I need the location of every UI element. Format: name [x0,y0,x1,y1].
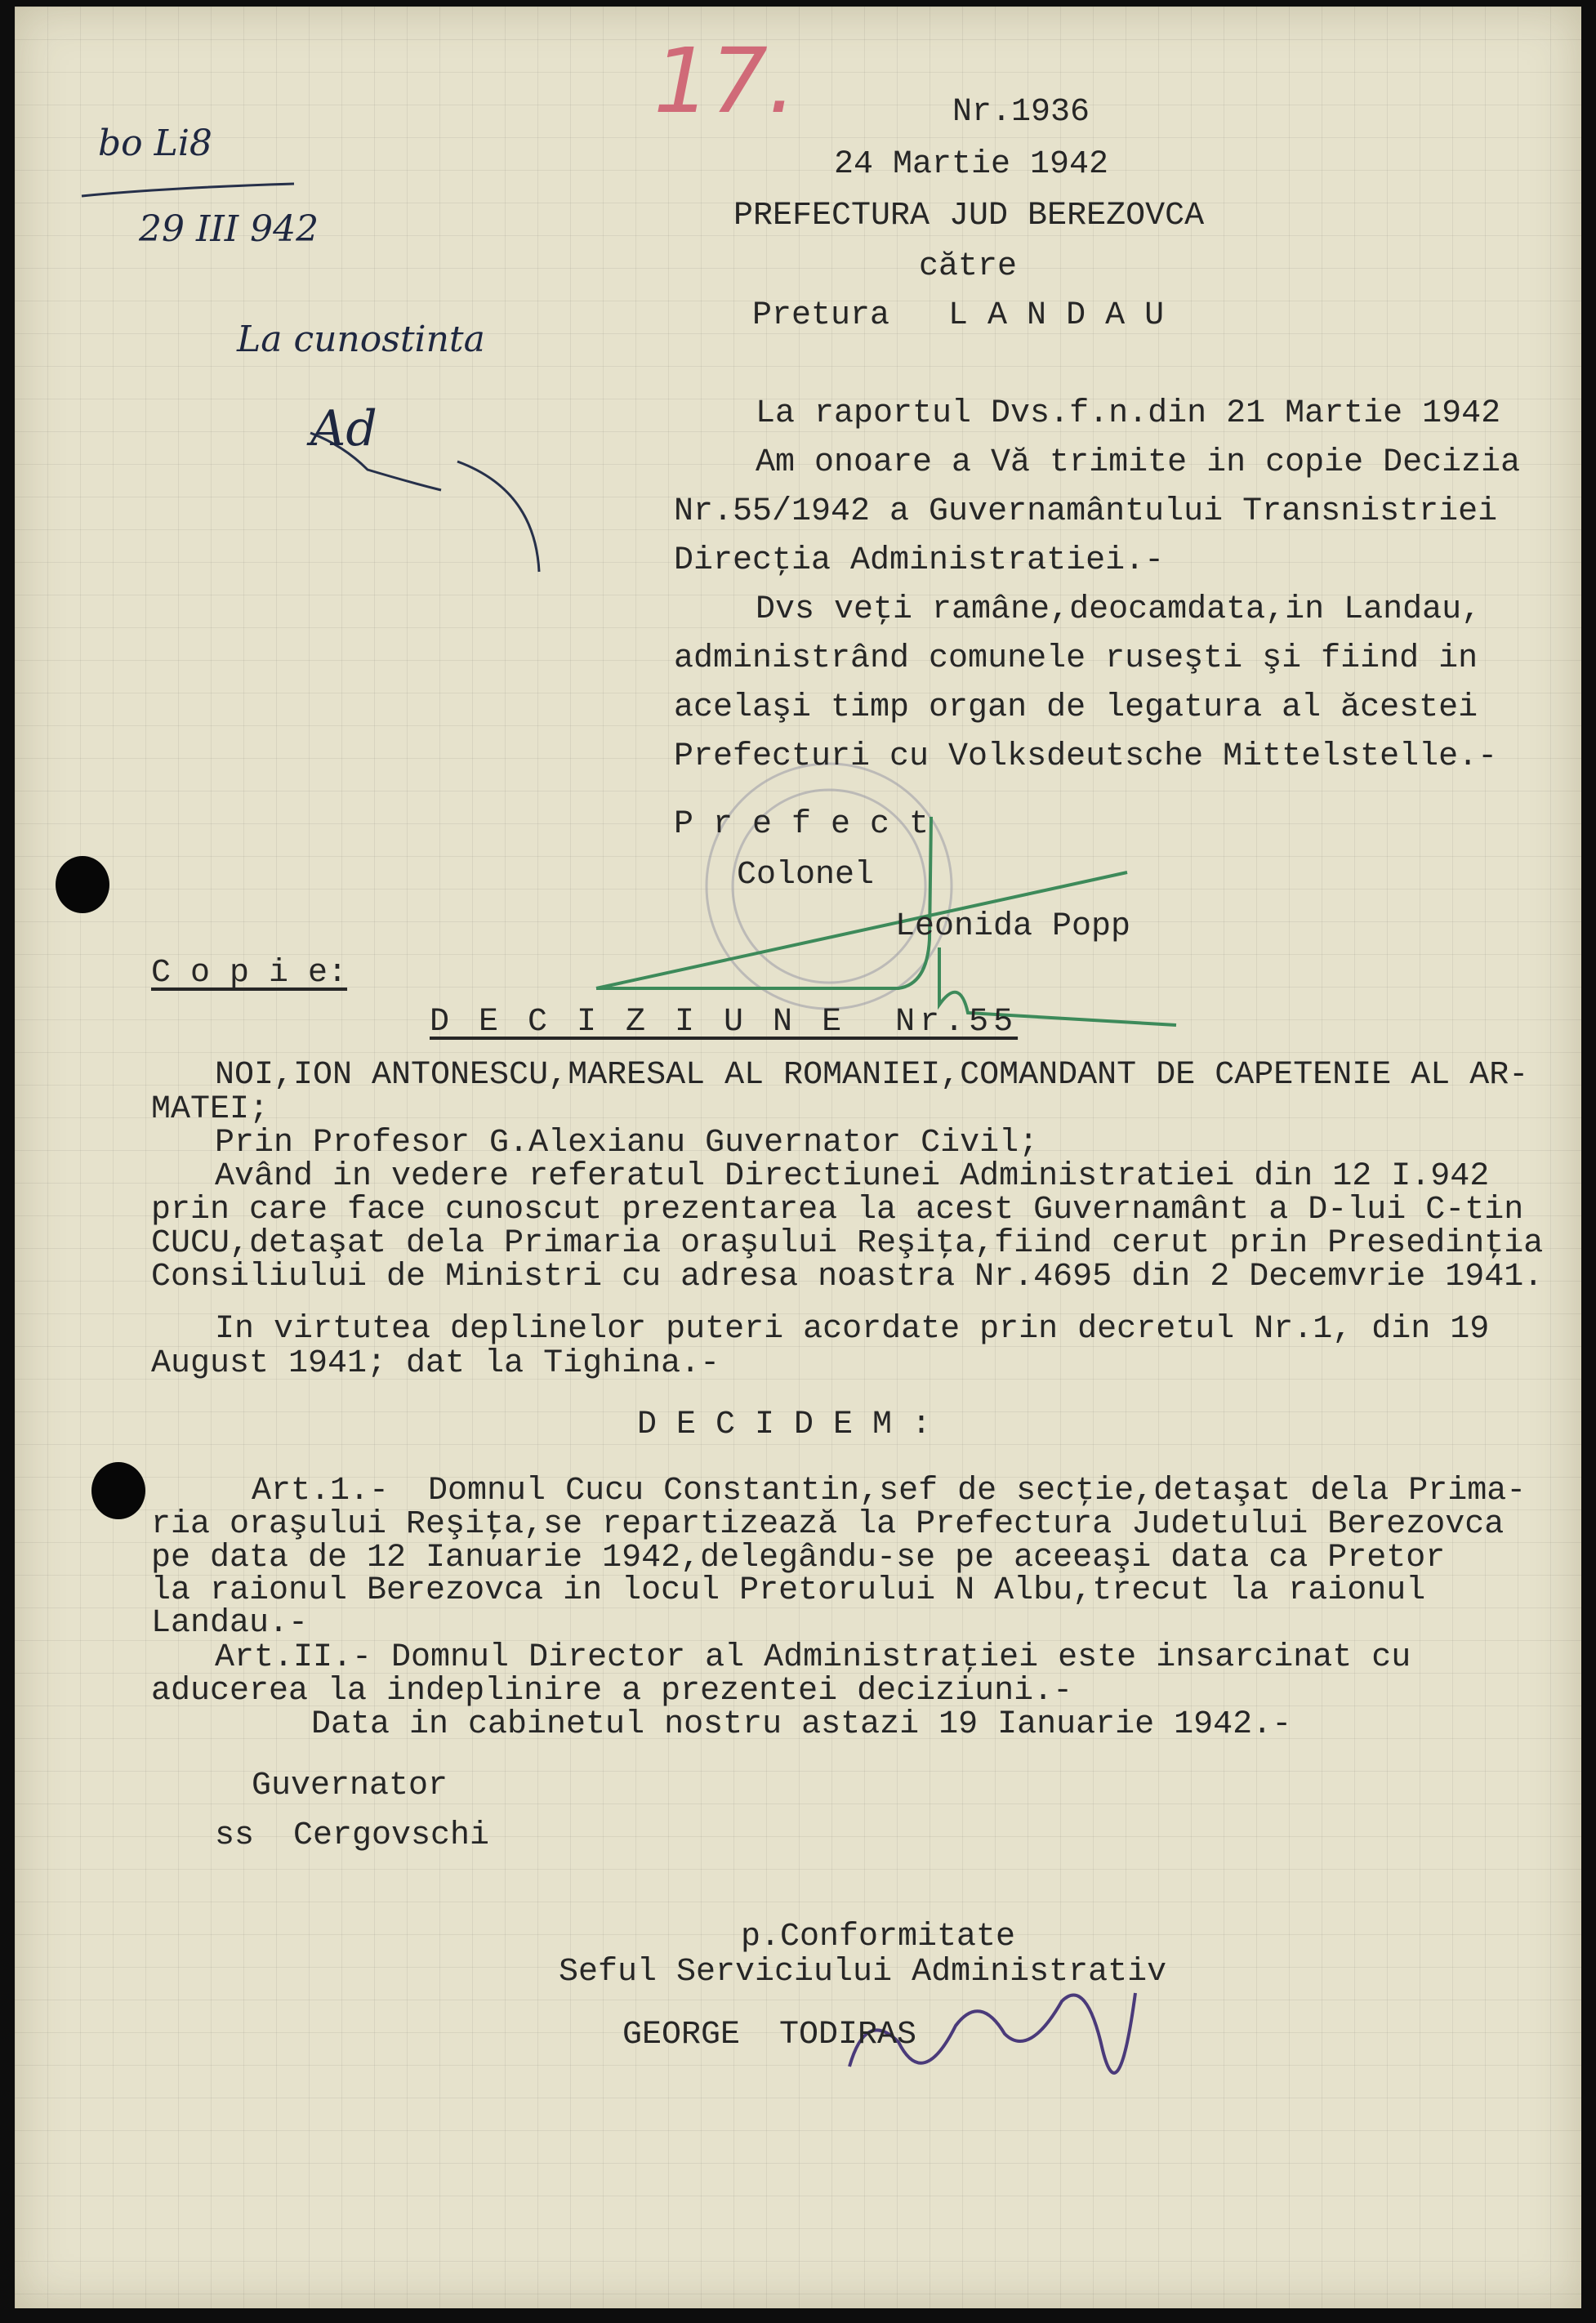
copy-label: C o p i e: [151,955,348,992]
article-line: Art.II.- Domnul Director al Administraţiei este insarcinat cu [215,1639,1411,1676]
decision-line: Consiliului de Ministri cu adresa noastra Nr.4695 din 2 Decemvrie 1941. [151,1259,1544,1295]
governor-signature: ss Cergovschi [215,1817,490,1854]
conformity-label: p.Conformitate [741,1919,1016,1955]
document-date: 24 Martie 1942 [834,146,1109,183]
conformity-name: GEORGE TODIRAS [622,2017,917,2053]
margin-initials: Ad [310,400,377,457]
decision-line: MATEI; [151,1091,270,1128]
issuer: PREFECTURA JUD BEREZOVCA [733,198,1205,234]
decision-title: D E C I Z I U N E Nr.55 [430,1004,1019,1041]
article-line: Data in cabinetul nostru astazi 19 Ianuarie 1942.- [311,1706,1292,1743]
article-line: Landau.- [151,1605,309,1642]
letter-line: administrând comunele ruseşti şi fiind in [674,640,1478,677]
decidem-heading: D E C I D E M : [637,1407,932,1443]
decision-line: prin care face cunoscut prezentarea la acest Guvernamânt a D-lui C-tin [151,1192,1524,1228]
article-line: pe data de 12 Ianuarie 1942,delegându-se pe aceeaşi data ca Pretor [151,1540,1446,1576]
margin-note: bo Li8 [98,123,212,164]
recipient: Pretura L A N D A U [752,297,1165,334]
letter-line: Prefecturi cu Volksdeutsche Mittelstelle.- [674,738,1498,775]
margin-note-acknowledged: La cunostinta [237,319,485,360]
document-number: Nr.1936 [952,94,1090,131]
decision-line: CUCU,detaşat dela Primaria oraşului Reşiţa,fiind cerut prin Presedinţia [151,1225,1544,1262]
conformity-role: Seful Serviciului Administrativ [559,1954,1167,1991]
decision-line: NOI,ION ANTONESCU,MARESAL AL ROMANIEI,COMANDANT DE CAPETENIE AL AR- [215,1057,1529,1094]
to-word: către [919,248,1018,285]
letter-line: Am onoare a Vă trimite in copie Decizia [756,444,1521,481]
prefect-rank: Colonel [737,857,875,894]
article-line: ria oraşului Reşiţa,se repartizează la Prefectura Judetului Berezovca [151,1506,1505,1543]
article-line: Art.1.- Domnul Cucu Constantin,sef de secţie,detaşat dela Prima- [252,1473,1527,1509]
letter-line: Dvs veţi ramâne,deocamdata,in Landau, [756,591,1482,628]
governor-title: Guvernator [252,1768,448,1804]
decision-line: August 1941; dat la Tighina.- [151,1345,720,1382]
decision-line: In virtutea deplinelor puteri acordate prin decretul Nr.1, din 19 [215,1311,1490,1348]
red-pencil-mark: 17. [653,29,796,133]
decision-line: Având in vedere referatul Directiunei Administratiei din 12 I.942 [215,1158,1490,1195]
letter-line: Direcţia Administratiei.- [674,542,1165,579]
prefect-name: Leonida Popp [895,908,1131,945]
article-line: la raionul Berezovca in locul Pretorului N Albu,trecut la raionul [151,1572,1426,1609]
margin-note-date: 29 III 942 [139,208,319,250]
letter-line: Nr.55/1942 a Guvernamântului Transnistriei [674,493,1498,530]
decision-line: Prin Profesor G.Alexianu Guvernator Civil; [215,1125,1039,1162]
article-line: aducerea la indeplinire a prezentei deciziuni.- [151,1673,1073,1710]
letter-line: acelaşi timp organ de legatura al ăcestei [674,689,1478,726]
prefect-title: P r e f e c t [674,806,930,843]
letter-line: La raportul Dvs.f.n.din 21 Martie 1942 [756,395,1501,432]
